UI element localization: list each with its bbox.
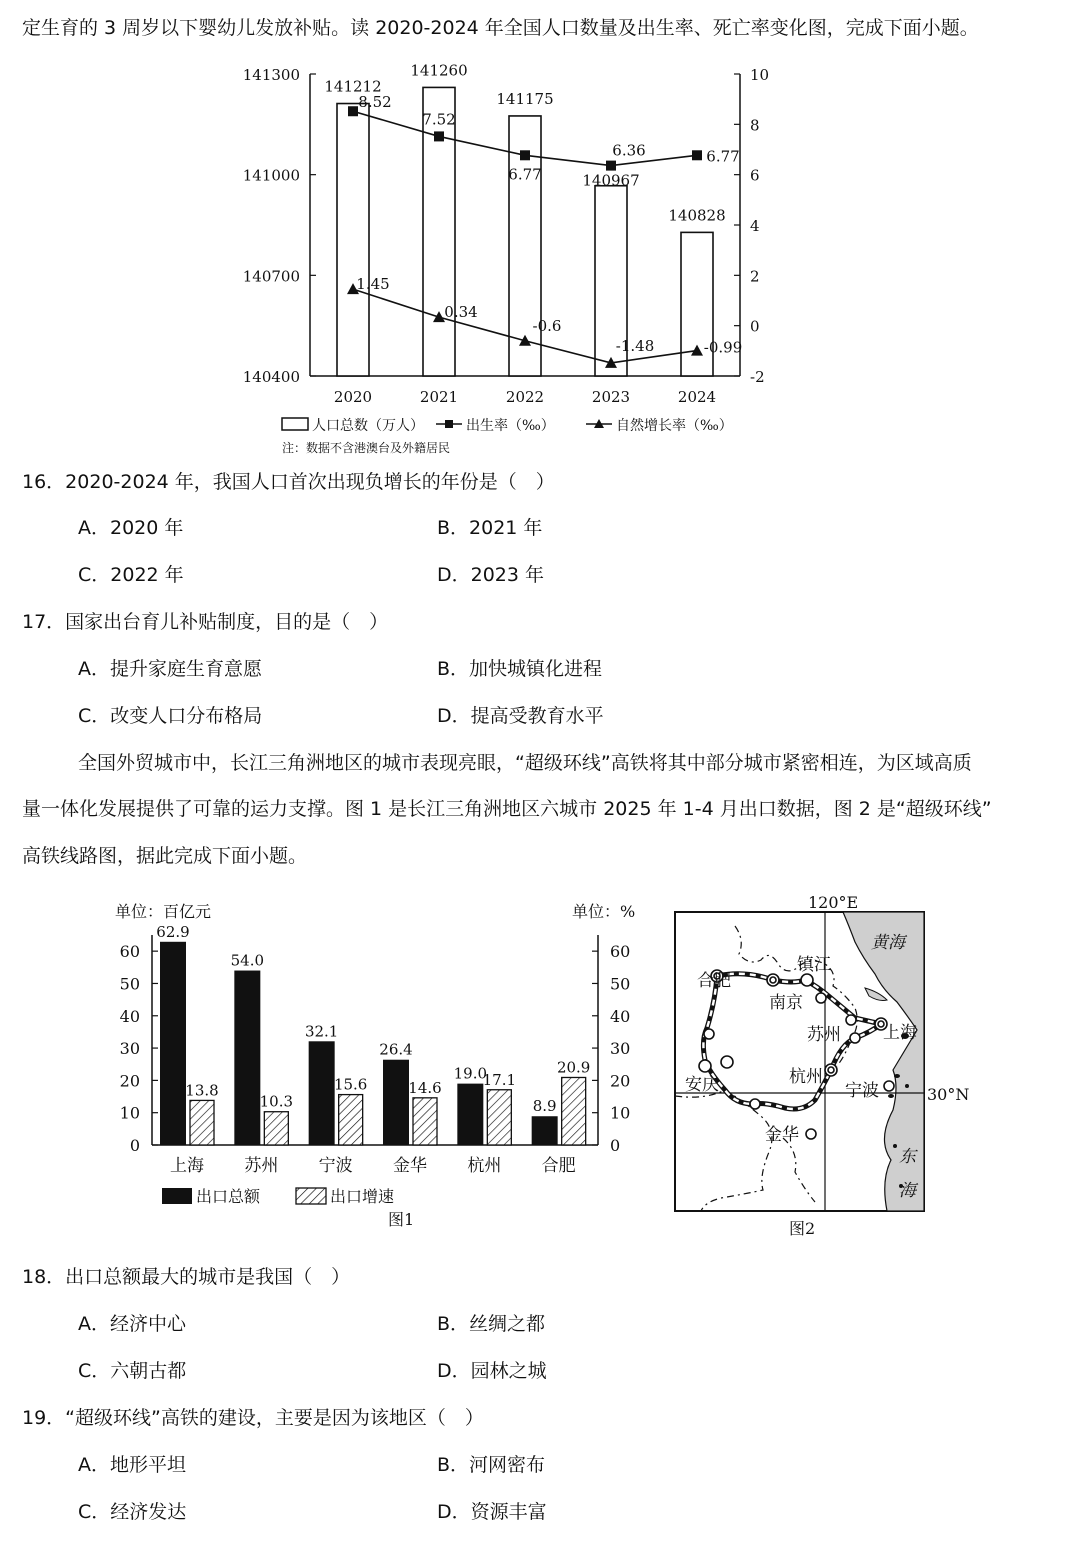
- growth-rate-value-label: 1.45: [356, 275, 390, 294]
- legend-export-growth-label: 出口增速: [330, 1187, 395, 1206]
- growth-rate-value-label: -0.6: [532, 316, 562, 335]
- q17-option-d[interactable]: D．提高受教育水平: [437, 705, 604, 727]
- export-total-bar: [234, 971, 260, 1145]
- chart2-x-tick: 杭州: [467, 1156, 502, 1176]
- map-meridian-label: 120°E: [808, 893, 859, 912]
- chart2-right-tick: 60: [610, 942, 631, 962]
- population-value-label: 141212: [324, 77, 382, 96]
- chart2-right-unit: 单位：%: [572, 902, 636, 921]
- q17-option-c[interactable]: C．改变人口分布格局: [78, 705, 263, 727]
- legend-birth-label: 出生率（‰）: [466, 418, 555, 434]
- chart1-x-tick: 2023: [591, 388, 631, 406]
- growth-rate-value-label: -1.48: [615, 336, 655, 355]
- city-ningbo: 宁波: [845, 1081, 879, 1101]
- export-total-value-label: 26.4: [379, 1040, 413, 1059]
- chart1-x-tick: 2022: [505, 388, 545, 406]
- export-growth-bar: [413, 1098, 437, 1145]
- export-total-value-label: 32.1: [304, 1022, 339, 1041]
- export-total-bar: [532, 1116, 558, 1145]
- growth-rate-value-label: -0.99: [703, 338, 743, 357]
- export-total-bar: [309, 1041, 335, 1145]
- growth-rate-value-label: 0.34: [444, 303, 478, 322]
- q17-stem: 17．国家出台育儿补贴制度，目的是（ ）: [22, 611, 389, 633]
- chart1-left-tick: 140700: [242, 267, 300, 286]
- city-hangzhou: 杭州: [789, 1067, 823, 1087]
- legend-export-total-label: 出口总额: [196, 1187, 261, 1206]
- chart2-x-tick: 苏州: [244, 1156, 279, 1176]
- export-growth-bar: [190, 1100, 214, 1145]
- population-value-label: 140967: [582, 171, 640, 190]
- chart2-left-tick: 30: [119, 1039, 140, 1059]
- chart2-caption: 图1: [388, 1210, 415, 1229]
- population-bar: [423, 87, 455, 376]
- chart2-x-tick: 宁波: [318, 1156, 353, 1176]
- export-total-value-label: 62.9: [156, 922, 190, 941]
- chart1-x-tick: 2020: [333, 388, 373, 406]
- q19-option-a[interactable]: A．地形平坦: [78, 1454, 186, 1476]
- birth-rate-point: [692, 150, 702, 160]
- chart1-x-tick: 2021: [419, 388, 459, 406]
- chart1-right-tick: 0: [750, 317, 760, 336]
- chart1-note: 注：数据不含港澳台及外籍居民: [282, 441, 451, 455]
- chart1-legend: [282, 417, 733, 455]
- export-total-value-label: 54.0: [230, 951, 265, 970]
- q18-option-a[interactable]: A．经济中心: [78, 1313, 186, 1335]
- q16-option-d[interactable]: D．2023 年: [437, 564, 545, 586]
- q17-option-a[interactable]: A．提升家庭生育意愿: [78, 658, 262, 680]
- export-total-value-label: 8.9: [532, 1097, 557, 1116]
- chart1-right-tick: 4: [750, 217, 760, 235]
- chart2-left-tick: 40: [119, 1006, 140, 1026]
- legend-export-growth-swatch: [296, 1188, 326, 1204]
- birth-rate-point: [348, 106, 358, 116]
- chart2-left-unit: 单位：百亿元: [115, 902, 212, 921]
- export-growth-bar: [487, 1090, 511, 1145]
- export-total-bar: [383, 1060, 409, 1145]
- passage-line-3: 高铁线路图，据此完成下面小题。: [22, 845, 308, 867]
- q18-option-b[interactable]: B．丝绸之都: [437, 1313, 546, 1335]
- chart2-x-tick: 合肥: [541, 1156, 576, 1176]
- city-shanghai: 上海: [883, 1023, 917, 1043]
- export-growth-value-label: 15.6: [333, 1075, 368, 1094]
- passage-line-2: 量一体化发展提供了可靠的运力支撑。图 1 是长江三角洲地区六城市 2025 年 1-4 月出口数据，图 2 是“超级环线”: [22, 798, 992, 820]
- q18-option-d[interactable]: D．园林之城: [437, 1360, 547, 1382]
- city-zhenjiang: 镇江: [797, 955, 831, 975]
- passage-line-1: 全国外贸城市中，长江三角洲地区的城市表现亮眼，“超级环线”高铁将其中部分城市紧密相连，为区域高质: [78, 752, 972, 774]
- chart2-right-tick: 10: [610, 1103, 631, 1123]
- sea-east-label-2: 海: [899, 1181, 916, 1201]
- birth-rate-value-label: 7.52: [422, 110, 456, 129]
- chart2-left-tick: 60: [119, 942, 140, 962]
- chart2-left-tick: 10: [119, 1103, 140, 1123]
- export-total-value-label: 19.0: [453, 1064, 488, 1083]
- population-value-label: 141175: [496, 89, 554, 108]
- q18-option-c[interactable]: C．六朝古都: [78, 1360, 187, 1382]
- export-growth-bar: [264, 1112, 288, 1145]
- population-chart: [230, 60, 790, 460]
- birth-rate-value-label: 6.77: [508, 165, 542, 184]
- chart2-left-tick: 0: [129, 1136, 140, 1155]
- chart1-right-tick: -2: [750, 368, 765, 386]
- map-parallel-label: 30°N: [927, 1085, 970, 1104]
- birth-rate-value-label: 6.77: [706, 147, 740, 166]
- q19-option-b[interactable]: B．河网密布: [437, 1454, 546, 1476]
- export-chart: [100, 895, 660, 1235]
- chart2-x-tick: 上海: [170, 1156, 204, 1176]
- legend-pop-label: 人口总数（万人）: [312, 418, 424, 434]
- chart2-right-tick: 30: [610, 1039, 631, 1059]
- birth-rate-value-label: 8.52: [358, 93, 392, 112]
- legend-pop-swatch: [282, 418, 308, 430]
- legend-growth-label: 自然增长率（‰）: [616, 418, 733, 434]
- birth-rate-point: [434, 131, 444, 141]
- chart2-x-tick: 金华: [393, 1156, 427, 1176]
- population-value-label: 140828: [668, 206, 726, 225]
- city-suzhou: 苏州: [807, 1025, 841, 1045]
- q16-option-b[interactable]: B．2021 年: [437, 517, 543, 539]
- chart1-right-tick: 8: [750, 116, 760, 135]
- chart1-left-tick: 141000: [242, 166, 300, 185]
- q17-option-b[interactable]: B．加快城镇化进程: [437, 658, 603, 680]
- city-anqing: 安庆: [685, 1075, 719, 1095]
- q16-stem: 16．2020-2024 年，我国人口首次出现负增长的年份是（ ）: [22, 471, 555, 493]
- export-growth-bar: [562, 1077, 586, 1145]
- legend-birth-marker: [445, 420, 453, 428]
- export-total-bar: [457, 1084, 483, 1145]
- birth-rate-value-label: 6.36: [612, 141, 646, 160]
- chart2-right-tick: 20: [610, 1071, 631, 1091]
- export-growth-value-label: 10.3: [259, 1092, 294, 1111]
- export-growth-value-label: 14.6: [408, 1078, 442, 1097]
- population-value-label: 141260: [410, 61, 468, 80]
- chart1-right-tick: 6: [750, 166, 760, 185]
- q19-option-d[interactable]: D．资源丰富: [437, 1501, 547, 1523]
- chart2-right-tick: 50: [610, 974, 631, 994]
- map-caption: 图2: [789, 1219, 816, 1238]
- chart2-legend: [162, 1187, 394, 1206]
- q16-option-c[interactable]: C．2022 年: [78, 564, 184, 586]
- q19-option-c[interactable]: C．经济发达: [78, 1501, 187, 1523]
- chart1-left-tick: 140400: [242, 368, 300, 386]
- chart2-right-tick: 0: [610, 1136, 621, 1155]
- chart1-x-tick: 2024: [677, 388, 717, 406]
- sea-east-label-1: 东: [899, 1147, 916, 1167]
- export-growth-value-label: 20.9: [556, 1058, 591, 1077]
- chart2-right-tick: 40: [610, 1006, 631, 1026]
- chart2-left-tick: 20: [119, 1071, 140, 1091]
- chart2-left-tick: 50: [119, 974, 140, 994]
- city-jinhua: 金华: [765, 1125, 799, 1145]
- export-growth-value-label: 13.8: [185, 1081, 219, 1100]
- chart1-left-tick: 141300: [242, 66, 300, 84]
- sea-yellow-label: 黄海: [871, 933, 905, 953]
- chart1-right-tick: 10: [750, 66, 770, 84]
- chart1-right-tick: 2: [750, 267, 760, 286]
- city-hefei: 合肥: [697, 971, 731, 991]
- birth-rate-point: [606, 161, 616, 171]
- legend-export-total-swatch: [162, 1188, 192, 1204]
- export-growth-value-label: 17.1: [482, 1070, 517, 1089]
- intro-text: 定生育的 3 周岁以下婴幼儿发放补贴。读 2020-2024 年全国人口数量及出生率、死亡率变化图，完成下面小题。: [22, 17, 979, 39]
- birth-rate-point: [520, 150, 530, 160]
- q19-stem: 19．“超级环线”高铁的建设，主要是因为该地区（ ）: [22, 1407, 484, 1429]
- q16-option-a[interactable]: A．2020 年: [78, 517, 184, 539]
- export-total-bar: [160, 942, 186, 1145]
- city-nanjing: 南京: [769, 993, 803, 1013]
- export-growth-bar: [339, 1095, 363, 1145]
- railway-map: [665, 890, 970, 1242]
- population-bar: [337, 104, 369, 376]
- q18-stem: 18．出口总额最大的城市是我国（ ）: [22, 1266, 351, 1288]
